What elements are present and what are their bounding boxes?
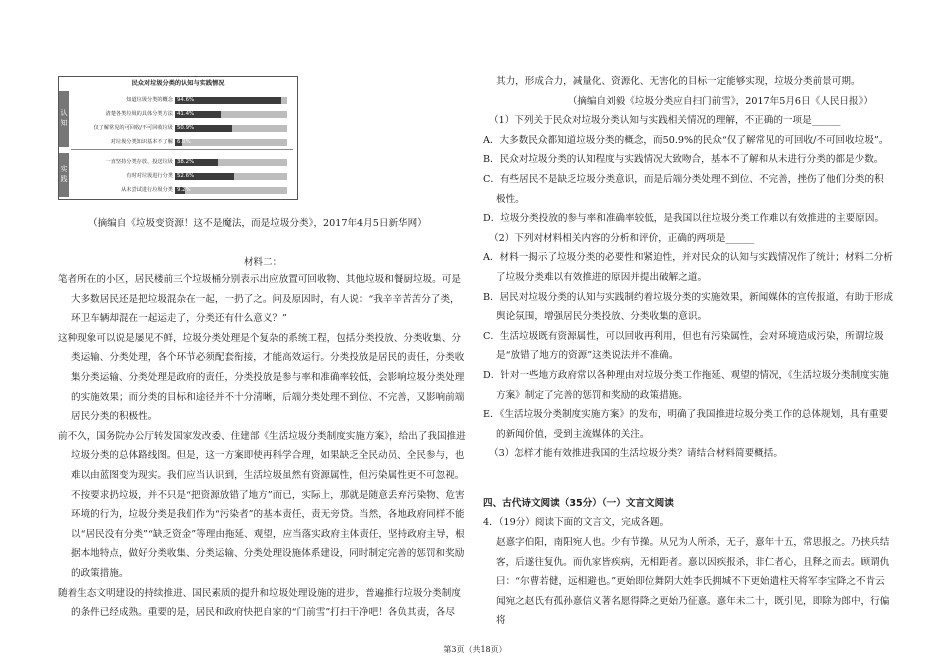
classical-text: 赵憙字伯阳，南阳宛人也。少有节操。从兄为人所杀，无子，憙年十五，常思报之。乃挟兵结客，后遂往复仇。而仇家皆疾病，无相距者。憙以因疾报杀，非仁者心，且释之而去。顾谓仇曰：“尔曹若健，远相避也。”更始即位舞阴大姓李氏拥城不下更始遣柱天将军李宝降之不肯云闻宛之赵氏有孤孙憙信义著名愿得降之更始乃征憙。憙年未二十，既引见，即除为郎中，行偏将 [496, 537, 890, 627]
page-footer: 第3页（共18页） [443, 645, 507, 654]
bar-track [175, 111, 287, 118]
spacer [483, 464, 893, 494]
survey-chart [58, 76, 298, 200]
row-label: 从未尝试进行垃圾分类 [121, 187, 173, 193]
source-citation: （摘编自刘毅《垃圾分类应自扫门前雪》，2017年5月6日《人民日报》） [567, 95, 873, 107]
bar-track [175, 97, 287, 104]
bar-value: 50.9% [177, 125, 195, 131]
question-4: 4．（19分）阅读下面的文言文，完成各题。 [483, 517, 670, 529]
option-2e: E．《生活垃圾分类制度实施方案》的发布，明确了我国推进垃圾分类工作的总体规划，具有重要的新闻价值，受到主流媒体的关注。 [483, 409, 889, 440]
material-two-title: 材料二： [243, 257, 283, 268]
bar-track [175, 159, 287, 166]
paragraph: 随着生态文明建设的持续推进、国民素质的提升和垃圾处理设施的进步，普遍推行垃圾分类制度的条件已经成熟。重要的是，居民和政府快把自家的“门前雪”打扫干净吧！各负其责，各尽 [58, 587, 461, 619]
paragraph: 这种现象可以说是屡见不鲜，垃圾分类处理是个复杂的系统工程，包括分类投放、分类收集、分类运输、分类处理，各个环节必须配套衔接，才能高效运行。分类投放是居民的责任，分类收集分类运输、分类处理是政府的责任，分类投放是参与率和准确率较低，会影响垃圾分类处理的实施效果；而分类的目标和途径并不十分清晰，后端分类处理不到位、不完善，又影响前端居民分类的积极性。 [58, 332, 465, 423]
row-label: 对垃圾分类知识基本不了解 [110, 139, 173, 145]
questions-body [483, 72, 893, 631]
section-heading: 四、古代诗文阅读（35分）（一）文言文阅读 [483, 497, 674, 509]
bar-value: 41.4% [177, 111, 195, 117]
bar-value: 38.2% [177, 159, 195, 165]
bar-track [175, 187, 287, 194]
material-two-body [58, 270, 468, 623]
option-2b: B．居民对垃圾分类的认知与实践制约着垃圾分类的实施效果，新闻媒体的宣传报道，有助于形成舆论氛围，增强居民分类投放、分类收集的意识。 [483, 291, 893, 323]
chart-title: 民众对垃圾分类的认知与实践情况 [131, 80, 225, 87]
bar-value: 6.0% [177, 139, 191, 145]
option-2a: A．材料一揭示了垃圾分类的必要性和紧迫性，并对民众的认知与实践情况作了统计；材料二分析了垃圾分类难以有效推进的原因并提出破解之道。 [483, 252, 893, 283]
paragraph: 笔者所在的小区，居民楼前三个垃圾桶分别表示出应放置可回收物、其他垃圾和餐厨垃圾。可是大多数居民还是把垃圾混杂在一起，一扔了之。问及原因时，有人说：“我辛辛苦苦分了类，环卫车辆却混在一起运走了，分类还有什么意义？” [58, 274, 461, 325]
section-label-practice: 实践 [59, 153, 69, 197]
paragraph: 前不久，国务院办公厅转发国家发改委、住建部《生活垃圾分类制度实施方案》，给出了我国推进垃圾分类的总体路线图。但是，这一方案即使再科学合理，如果缺乏全民动员、全民参与，也难以由蓝图变为现实。我们应当认识到，生活垃圾虽然有资源属性，但污染属性更不可忽视。不按要求扔垃圾，并不只是“把资源放错了地方”而已，实际上，那就是随意丢弃污染物、危害环境的行为，垃圾分类是我们作为“污染者”的基本责任，责无旁贷。当然，各地政府同样不能以“居民没有分类”“缺乏资金”等理由拖延、观望，应当落实政府主体责任，坚持政府主导，根据本地特点，做好分类收集、分类运输、分类处理设施体系建设，同时制定完善的惩罚和奖励的政策措施。 [58, 430, 466, 579]
option-1d: D．垃圾分类投放的参与率和准确率较低，是我国以往垃圾分类工作难以有效推进的主要原因。 [483, 213, 885, 225]
section-divider [71, 149, 293, 150]
row-label: 知道垃圾分类的概念 [126, 97, 173, 103]
row-label: 有时对垃圾进行分类 [126, 173, 173, 179]
question-1: （1）下列关于民众对垃圾分类认知与实践相关情况的理解，不正确的一项是______ [489, 115, 841, 127]
row-label: 一直坚持分类存放、投送垃圾 [105, 159, 173, 165]
option-1c: C．有些居民不是缺乏垃圾分类意识，而是后端分类处理不到位、不完善，挫伤了他们分类的积极性。 [483, 173, 884, 205]
row-label: 清楚各类垃圾的具体分类方法 [105, 111, 173, 117]
chart-caption: （摘编自《垃圾变资源！这不是魔法，而是垃圾分类》，2017年4月5日新华网） [88, 218, 427, 229]
section-label-cognition: 认知 [59, 91, 69, 147]
paragraph-continuation: 其力，形成合力，减量化、资源化、无害化的目标一定能够实现，垃圾分类前景可期。 [496, 76, 861, 87]
bar-track [175, 173, 287, 180]
row-label: 仅了解常见的可回收/不可回收垃圾 [93, 125, 173, 131]
question-2: （2）下列对材料相关内容的分析和评价，正确的两项是______ [489, 232, 755, 244]
bar-track [175, 125, 287, 132]
option-1b: B．民众对垃圾分类的认知程度与实践情况大致吻合，基本不了解和从未进行分类的都是少数。 [483, 154, 884, 166]
option-1a: A．大多数民众都知道垃圾分类的概念，而50.9%的民众“仅了解常见的可回收/不可回收垃圾”。 [483, 134, 889, 146]
bar-value: 94.6% [177, 97, 195, 103]
bar-value: 9.2% [177, 187, 191, 193]
option-2c: C．生活垃圾既有资源属性，可以回收再利用，但也有污染属性，会对环境造成污染，所谓垃圾是“放错了地方的资源”这类说法并不准确。 [483, 330, 884, 362]
option-2d: D．针对一些地方政府常以各种理由对垃圾分类工作拖延、观望的情况，《生活垃圾分类制度实施方案》制定了完善的惩罚和奖励的政策措施。 [483, 369, 889, 401]
bar-value: 52.6% [177, 173, 195, 179]
question-3: （3）怎样才能有效推进我国的生活垃圾分类？请结合材料简要概括。 [489, 448, 783, 460]
bar-track [175, 139, 287, 146]
